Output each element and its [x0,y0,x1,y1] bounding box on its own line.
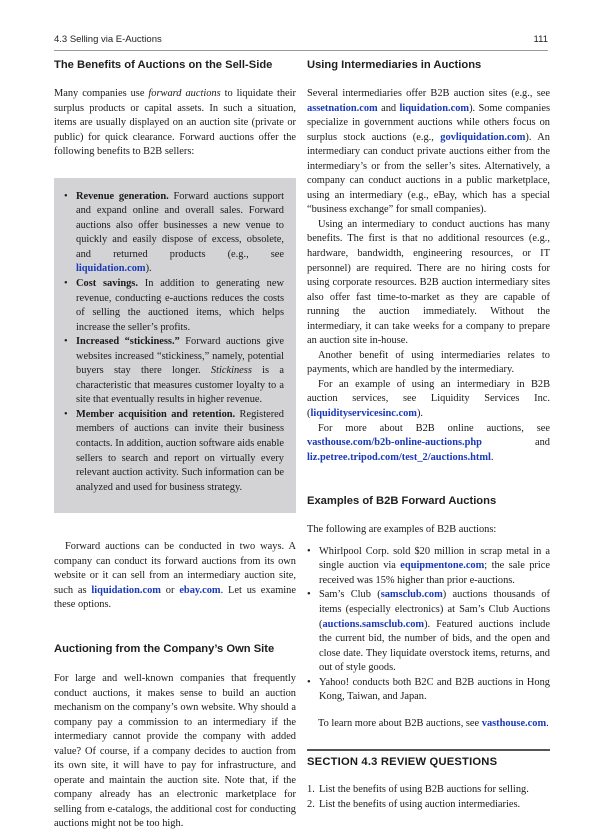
vasthouse-b2b-link[interactable]: vasthouse.com/b2b-online-auctions.php [307,437,482,449]
benefit-item: • Increased “stickiness.” Forward auctions give websites increased “stickiness,” namely, potential buyers stay there longer. Stickiness is a characteristic that measures customer loyalty to a site that eventually results in higher revenue. [64,335,284,408]
page-number: 111 [533,34,548,45]
examples-intro: The following are examples of B2B auctions: [307,524,497,536]
assetnation-link[interactable]: assetnation.com [307,102,378,114]
liquidation-link[interactable]: liquidation.com [399,102,470,114]
liquidation-link[interactable]: liquidation.com [91,584,161,596]
intermediaries-paragraph-3: Another benefit of using intermediaries relates to payments, which are handled by the intermediary. [307,349,550,376]
intermediaries-paragraph-1: Several intermediaries offer B2B auction sites (e.g., see assetnation.com and liquidation.com). Some companies specialize in government auctions while others focus on surplus stock auctions (e.g., govliquidation.com). An intermediary can conduct private auctions either from the intermediary’s or from the seller’s sites. Alternatively, a company can conduct auctions in a public marketplace, using an intermediary (e.g., eBay, which has a special “business exchange” for small companies). [307,88,551,216]
header-rule [54,50,548,51]
petree-link[interactable]: liz.petree.tripod.com/test_2/auctions.html [307,451,491,463]
example-item: • Sam’s Club (samsclub.com) auctions thousands of items (especially electronics) at Sam’s Club Auctions (auctions.samsclub.com). Featured auctions include the current bid, the number of bids, and the open and close date. They liquidate overstock items, returns, and out of style goods. [307,588,550,675]
equipmentone-link[interactable]: equipmentone.com [400,560,485,572]
forward-auctions-paragraph: Forward auctions can be conducted in two ways. A company can conduct its forward auctions from its own website or it can sell from an intermediary auction site, such as liquidation.com or ebay.com. Let us examine these options. [54,541,296,611]
ebay-link[interactable]: ebay.com [179,584,221,596]
review-question: 1. List the benefits of using B2B auctions for selling. [307,784,529,796]
left-column [54,58,296,832]
running-header [54,34,548,48]
intermediaries-paragraph-5: For more about B2B online auctions, see vasthouse.com/b2b-online-auctions.php and liz.petree.tripod.com/test_2/auctions.html. [307,422,550,463]
example-item: • Yahoo! conducts both B2C and B2B auctions in Hong Kong, Taiwan, and Japan. [307,676,550,705]
section-heading-own-site: Auctioning from the Company’s Own Site [54,642,275,655]
liquidation-link[interactable]: liquidation.com [76,263,146,275]
samsclub-link[interactable]: samsclub.com [380,589,443,601]
section-heading-intermediaries: Using Intermediaries in Auctions [307,59,482,71]
review-rule [307,749,550,751]
examples-list [307,545,550,705]
review-question: 2. List the benefits of using auction intermediaries. [307,798,521,810]
intro-paragraph: Many companies use forward auctions to liquidate their surplus products or capital assets. In such a situation, items are usually displayed on an auction site (private or public) for quick clearance. Forward auctions offer the following benefits to B2B sellers: [54,88,296,158]
intermediaries-paragraph-2: Using an intermediary to conduct auctions has many benefits. The first is that no additional resources (e.g., hardware, bandwidth, engineering resources, or IT personnel) are required. There are no hiring costs for using corporate resources. B2B auction intermediary sites also offer fast time-to-market as they are capable of running the auction immediately. Without the intermediary, it can take weeks for a company to prepare an auction site in-house. [307,218,550,347]
own-site-paragraph: For large and well-known companies that frequently conduct auctions, it makes sense to build an auction mechanism on the company’s own website. Why should a company pay a commission to an intermediary if the intermediary cannot provide the company with added value? Of course, if a company decides to auction from its own site, it will have to pay for infrastructure, and operate and maintain the auction site. Note that, if the company already has an electronic marketplace for selling from e-catalogs, the additional cost for conducting auctions might not be too high. [54,672,296,830]
samsclub-auctions-link[interactable]: auctions.samsclub.com [322,618,425,630]
liquidityservices-link[interactable]: liquidityservicesinc.com [310,408,417,420]
intermediaries-paragraph-4: For an example of using an intermediary in B2B auction services, see Liquidity Services Inc. (liquidityservicesinc.com). [307,378,550,420]
govliquidation-link[interactable]: govliquidation.com [440,131,526,143]
benefit-item: • Member acquisition and retention. Registered members of auctions can invite their business contacts. In addition, auction software aids enable sellers to search and report on virtually every relevant auction activity. Such information can be analyzed and used for business strategy. [64,408,284,495]
review-questions-heading: SECTION 4.3 REVIEW QUESTIONS [307,756,498,769]
benefit-item: • Revenue generation. Forward auctions support and expand online and overall sales. Forward auctions also offer businesses a new venue to quickly and easily dispose of excess, obsolete, and returned products (e.g., see liquidation.com). [64,190,284,277]
learn-more-paragraph: To learn more about B2B auctions, see vasthouse.com. [318,717,549,729]
header-section-title: 4.3 Selling via E-Auctions [54,34,162,45]
section-heading-benefits: The Benefits of Auctions on the Sell-Side [54,59,273,71]
benefits-box [54,178,296,513]
review-questions-list [307,783,550,812]
section-heading-examples: Examples of B2B Forward Auctions [307,495,497,508]
vasthouse-link[interactable]: vasthouse.com [481,717,547,729]
benefit-item: • Cost savings. In addition to generating new revenue, conducting e-auctions reduces the costs of selling the auctioned items, which helps increase the seller’s profits. [64,277,284,335]
example-item: • Whirlpool Corp. sold $20 million in scrap metal in a single auction via equipmentone.com; the sale price received was 15% higher than prior e-auctions. [307,545,550,589]
right-column [307,58,550,812]
